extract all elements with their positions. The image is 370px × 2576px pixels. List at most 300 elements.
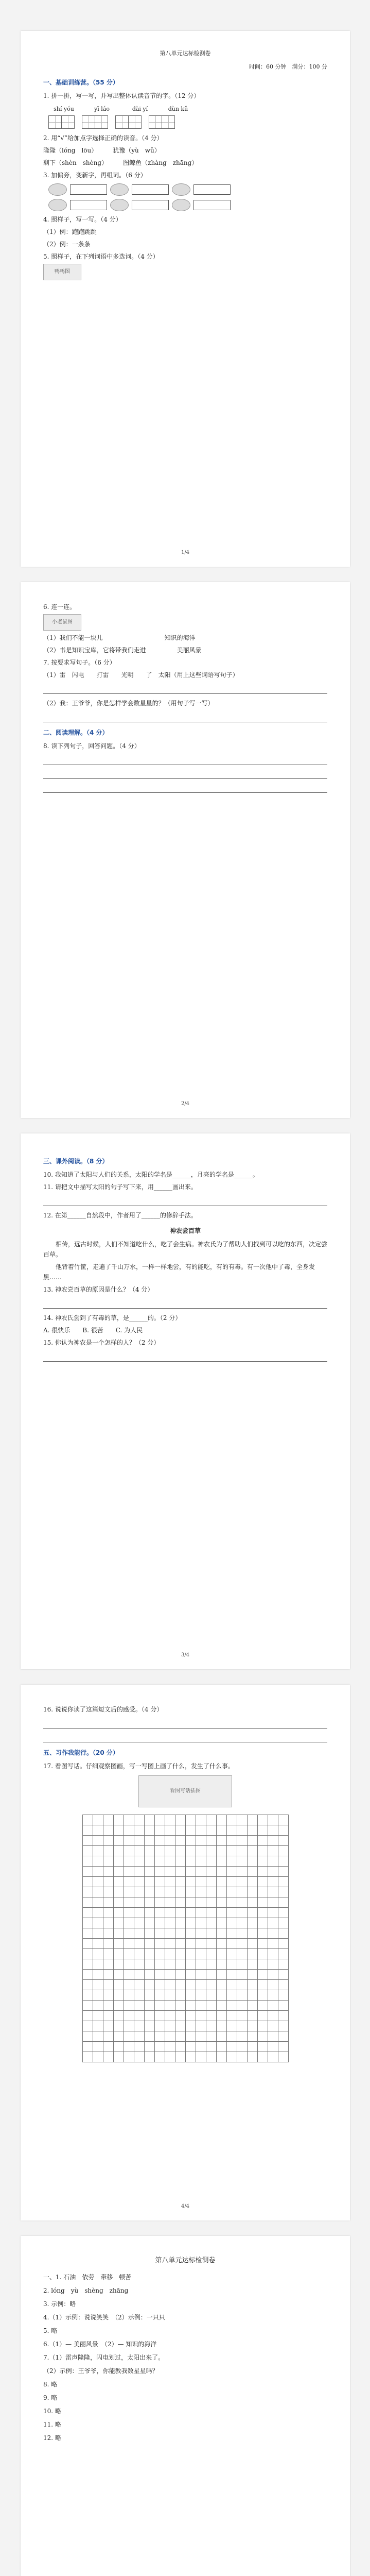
question: 7. 按要求写句子。（6 分）	[43, 659, 116, 666]
grid-cell	[145, 1897, 155, 1908]
section-heading: 一、基础训练营。（55 分）	[43, 79, 119, 86]
grid-cell	[165, 1990, 175, 2001]
grid-cell	[124, 2031, 134, 2042]
grid-cell	[93, 1939, 103, 1949]
grid-cell	[196, 1867, 206, 1877]
grid-cell	[93, 2021, 103, 2031]
grid-cell	[103, 2052, 114, 2062]
grid-cell	[124, 2001, 134, 2011]
grid-cell	[134, 1990, 145, 2001]
grid-cell	[268, 1959, 278, 1970]
grid-cell	[196, 1825, 206, 1836]
grid-cell	[114, 2001, 124, 2011]
grid-cell	[196, 1939, 206, 1949]
grid-cell	[227, 1856, 237, 1867]
grid-cell	[93, 1897, 103, 1908]
grid-cell	[134, 1959, 145, 1970]
grid-cell	[248, 1928, 258, 1939]
grid-cell	[103, 2001, 114, 2011]
question: 8. 读下列句子，回答问题。（4 分）	[43, 742, 140, 750]
grid-cell	[268, 1846, 278, 1856]
grid-cell	[186, 1846, 196, 1856]
grid-cell	[196, 1970, 206, 1980]
grid-cell	[227, 2042, 237, 2052]
grid-cell	[175, 1970, 186, 1980]
grid-cell	[83, 2011, 93, 2021]
grid-cell	[155, 1877, 165, 1887]
grid-cell	[186, 1856, 196, 1867]
grid-cell	[248, 2021, 258, 2031]
grid-cell	[278, 1867, 289, 1877]
answer-line[interactable]	[43, 755, 327, 765]
composition-cells	[83, 1815, 289, 2062]
grid-cell	[134, 1897, 145, 1908]
grid-cell	[175, 1990, 186, 2001]
answer-box[interactable]	[132, 200, 169, 210]
grid-cell	[206, 1918, 217, 1928]
grid-cell	[155, 1825, 165, 1836]
grid-cell	[248, 1836, 258, 1846]
grid-cell	[155, 1990, 165, 2001]
grid-cell	[165, 1877, 175, 1887]
apple-icon	[110, 183, 129, 196]
grid-cell	[258, 1959, 268, 1970]
grid-cell	[155, 1867, 165, 1877]
grid-cell	[155, 1836, 165, 1846]
grid-cell	[217, 2001, 227, 2011]
question: 13. 神农尝百草的原因是什么？（4 分）	[43, 1286, 154, 1293]
composition-grid[interactable]	[82, 1815, 289, 2062]
grid-cell	[103, 1939, 114, 1949]
question: 4. 照样子，写一写。（4 分）	[43, 216, 122, 223]
grid-cell	[196, 2001, 206, 2011]
grid-cell	[186, 1970, 196, 1980]
grid-cell	[145, 2021, 155, 2031]
grid-cell	[248, 1990, 258, 2001]
grid-cell	[165, 2042, 175, 2052]
grid-cell	[217, 2031, 227, 2042]
answer-box[interactable]	[70, 184, 107, 195]
grid-cell	[165, 1846, 175, 1856]
grid-cell	[186, 1867, 196, 1877]
grid-cell	[155, 1887, 165, 1897]
grid-cell	[165, 1887, 175, 1897]
grid-cell	[237, 1836, 248, 1846]
grid-cell	[268, 1836, 278, 1846]
grid-cell	[165, 1867, 175, 1877]
grid-cell	[258, 1990, 268, 2001]
grid-cell	[268, 2052, 278, 2062]
answer-line[interactable]	[43, 1719, 327, 1728]
grid-cell	[278, 1970, 289, 1980]
grid-cell	[155, 2021, 165, 2031]
grid-cell	[93, 2011, 103, 2021]
grid-cell	[186, 2031, 196, 2042]
grid-cell	[278, 1939, 289, 1949]
grid-cell	[268, 2021, 278, 2031]
grid-cell	[114, 1815, 124, 1825]
grid-cell	[175, 2011, 186, 2021]
answer-line[interactable]	[43, 769, 327, 779]
grid-cell	[134, 2031, 145, 2042]
grid-cell	[278, 1897, 289, 1908]
grid-cell	[268, 1949, 278, 1959]
tian-grid	[149, 115, 175, 129]
grid-cell	[155, 1949, 165, 1959]
grid-cell	[206, 1836, 217, 1846]
grid-cell	[258, 1887, 268, 1897]
grid-cell	[83, 1949, 93, 1959]
grid-cell	[186, 1939, 196, 1949]
grid-cell	[165, 1939, 175, 1949]
image-row	[43, 264, 327, 280]
grid-cell	[83, 1846, 93, 1856]
grid-cell	[103, 2011, 114, 2021]
answer-line-text: 2. lóng yù shènɡ zhāng	[43, 2287, 129, 2294]
question-option: （1）我们不能一块儿 知识的海洋	[43, 634, 196, 641]
grid-cell	[114, 1918, 124, 1928]
grid-cell	[165, 2001, 175, 2011]
grid-cell	[258, 1897, 268, 1908]
grid-cell	[217, 1918, 227, 1928]
grid-cell	[114, 2052, 124, 2062]
grid-cell	[145, 2052, 155, 2062]
grid-cell	[278, 1856, 289, 1867]
grid-cell	[196, 1908, 206, 1918]
grid-cell	[175, 1897, 186, 1908]
grid-cell	[103, 1990, 114, 2001]
grid-cell	[268, 1877, 278, 1887]
grid-cell	[196, 1918, 206, 1928]
grid-cell	[237, 2052, 248, 2062]
grid-cell	[93, 1908, 103, 1918]
grid-cell	[278, 1949, 289, 1959]
answer-line[interactable]	[43, 713, 327, 722]
grid-cell	[217, 1959, 227, 1970]
answer-line[interactable]	[43, 783, 327, 793]
grid-cell	[217, 1846, 227, 1856]
grid-cell	[93, 1815, 103, 1825]
grid-cell	[217, 2021, 227, 2031]
grid-cell	[114, 1897, 124, 1908]
grid-cell	[134, 2042, 145, 2052]
grid-cell	[186, 1980, 196, 1990]
grid-cell	[155, 1897, 165, 1908]
grid-cell	[206, 1949, 217, 1959]
grid-cell	[175, 1867, 186, 1877]
grid-cell	[237, 1928, 248, 1939]
grid-cell	[237, 1959, 248, 1970]
grid-cell	[103, 1980, 114, 1990]
grid-cell	[248, 1918, 258, 1928]
grid-cell	[227, 2021, 237, 2031]
exam-page-3	[21, 1133, 350, 1669]
grid-cell	[206, 1939, 217, 1949]
page-number: 4/4	[181, 2204, 190, 2209]
grid-cell	[186, 1959, 196, 1970]
grid-cell	[227, 1939, 237, 1949]
mouse-illustration: 小老鼠图	[43, 614, 81, 631]
grid-cell	[196, 1949, 206, 1959]
grid-cell	[103, 2031, 114, 2042]
grid-cell	[258, 1877, 268, 1887]
grid-cell	[134, 1867, 145, 1877]
grid-cell	[206, 1897, 217, 1908]
grid-cell	[134, 1815, 145, 1825]
answer-line[interactable]	[43, 1352, 327, 1362]
grid-cell	[93, 1846, 103, 1856]
apple-icon	[172, 183, 190, 196]
question-option: （2）书是知识宝库，它将带我们走进 美丽风景	[43, 647, 202, 654]
grid-cell	[258, 2021, 268, 2031]
answer-line[interactable]	[43, 684, 327, 694]
grid-cell	[278, 2031, 289, 2042]
grid-cell	[114, 1908, 124, 1918]
question: 11. 请把文中描写太阳的句子写下来，用______画出来。	[43, 1183, 197, 1191]
grid-cell	[278, 2042, 289, 2052]
grid-cell	[278, 1836, 289, 1846]
grid-cell	[103, 1846, 114, 1856]
answer-line[interactable]	[43, 1733, 327, 1742]
grid-cell	[114, 1949, 124, 1959]
writing-grid-row	[48, 115, 327, 129]
grid-cell	[145, 1887, 155, 1897]
grid-cell	[248, 1846, 258, 1856]
grid-cell	[278, 1918, 289, 1928]
grid-cell	[258, 1825, 268, 1836]
grid-cell	[83, 1939, 93, 1949]
grid-cell	[165, 1928, 175, 1939]
grid-cell	[114, 2011, 124, 2021]
question-option: （1）雷 闪电 打雷 光明 了 太阳（用上这些词语写句子）	[43, 671, 239, 679]
grid-cell	[278, 1980, 289, 1990]
grid-cell	[124, 1970, 134, 1980]
grid-cell	[186, 2001, 196, 2011]
grid-cell	[83, 2031, 93, 2042]
answer-box[interactable]	[193, 184, 231, 195]
grid-cell	[227, 1897, 237, 1908]
grid-cell	[237, 1970, 248, 1980]
grid-cell	[175, 2042, 186, 2052]
grid-cell	[134, 1856, 145, 1867]
grid-cell	[258, 2031, 268, 2042]
grid-cell	[124, 2052, 134, 2062]
tian-grid	[82, 115, 108, 129]
grid-cell	[217, 1836, 227, 1846]
grid-cell	[155, 1918, 165, 1928]
answer-box[interactable]	[132, 184, 169, 195]
grid-cell	[206, 1990, 217, 2001]
grid-cell	[124, 1908, 134, 1918]
grid-cell	[165, 1856, 175, 1867]
grid-cell	[248, 1949, 258, 1959]
grid-cell	[175, 2031, 186, 2042]
grid-cell	[83, 1990, 93, 2001]
grid-cell	[145, 1970, 155, 1980]
grid-cell	[145, 2001, 155, 2011]
grid-cell	[258, 1949, 268, 1959]
grid-cell	[268, 1980, 278, 1990]
grid-cell	[278, 2021, 289, 2031]
grid-cell	[145, 2031, 155, 2042]
grid-cell	[83, 1815, 93, 1825]
grid-cell	[175, 1949, 186, 1959]
grid-cell	[134, 1836, 145, 1846]
grid-cell	[145, 1836, 155, 1846]
grid-cell	[124, 2011, 134, 2021]
grid-cell	[83, 2042, 93, 2052]
grid-cell	[155, 2052, 165, 2062]
grid-cell	[175, 2001, 186, 2011]
grid-cell	[186, 2052, 196, 2062]
grid-cell	[134, 2001, 145, 2011]
grid-cell	[103, 1918, 114, 1928]
question-option: （1）例：跑跑跳跳	[43, 228, 233, 235]
grid-cell	[278, 1928, 289, 1939]
grid-cell	[114, 1970, 124, 1980]
grid-cell	[165, 1815, 175, 1825]
pinyin: shí yóu	[54, 106, 74, 112]
grid-cell	[206, 2042, 217, 2052]
answer-box[interactable]	[193, 200, 231, 210]
grid-cell	[248, 1867, 258, 1877]
answer-line-text: （2）示例：王爷爷，你能教我数星星吗？	[43, 2367, 158, 2375]
grid-cell	[196, 1877, 206, 1887]
grid-cell	[227, 1908, 237, 1918]
grid-cell	[134, 1877, 145, 1887]
grid-cell	[83, 1877, 93, 1887]
grid-cell	[206, 1825, 217, 1836]
grid-cell	[124, 1939, 134, 1949]
grid-cell	[103, 1959, 114, 1970]
grid-cell	[217, 1877, 227, 1887]
grid-cell	[93, 1990, 103, 2001]
apple-icon	[172, 199, 190, 211]
grid-cell	[206, 1846, 217, 1856]
grid-cell	[124, 1836, 134, 1846]
question: 5. 照样子，在下列词语中多选词。（4 分）	[43, 253, 159, 260]
grid-cell	[268, 2001, 278, 2011]
grid-cell	[206, 2011, 217, 2021]
grid-cell	[237, 2031, 248, 2042]
question-option: A. 很快乐 B. 很苦 C. 为人民	[43, 1327, 143, 1334]
grid-cell	[237, 1815, 248, 1825]
exam-page-1	[21, 31, 350, 567]
answer-line-text: 5. 略	[43, 2327, 58, 2334]
grid-cell	[134, 2011, 145, 2021]
grid-cell	[248, 2011, 258, 2021]
grid-cell	[145, 1846, 155, 1856]
grid-cell	[114, 2042, 124, 2052]
grid-cell	[196, 1980, 206, 1990]
grid-cell	[124, 1949, 134, 1959]
grid-cell	[83, 2052, 93, 2062]
grid-cell	[83, 2021, 93, 2031]
grid-cell	[227, 1928, 237, 1939]
grid-cell	[268, 1856, 278, 1867]
pinyin-row	[48, 104, 327, 114]
grid-cell	[248, 1897, 258, 1908]
grid-cell	[206, 1877, 217, 1887]
grid-cell	[124, 1856, 134, 1867]
grid-cell	[268, 1928, 278, 1939]
grid-cell	[248, 2031, 258, 2042]
grid-cell	[93, 1877, 103, 1887]
grid-cell	[155, 1815, 165, 1825]
grid-cell	[165, 1825, 175, 1836]
grid-cell	[248, 1939, 258, 1949]
grid-cell	[217, 1970, 227, 1980]
grid-cell	[227, 1887, 237, 1897]
answer-box[interactable]	[70, 200, 107, 210]
answer-title: 第八单元达标检测卷	[155, 2257, 216, 2264]
grid-cell	[217, 1908, 227, 1918]
grid-cell	[227, 1846, 237, 1856]
question-option: 剩下（shèn shènɡ） 图鲸鱼（zhànɡ zhānɡ）	[43, 159, 198, 166]
answer-line[interactable]	[43, 1196, 327, 1206]
question: 15. 你认为神农是一个怎样的人？（2 分）	[43, 1339, 160, 1346]
grid-cell	[145, 1990, 155, 2001]
grid-cell	[165, 1908, 175, 1918]
grid-cell	[258, 1867, 268, 1877]
image-row	[43, 614, 327, 631]
grid-cell	[93, 1887, 103, 1897]
question: 2. 用“√”给加点字选择正确的读音。（4 分）	[43, 134, 163, 142]
grid-cell	[165, 1970, 175, 1980]
grid-cell	[237, 1825, 248, 1836]
grid-cell	[103, 1897, 114, 1908]
grid-cell	[248, 1877, 258, 1887]
grid-cell	[155, 2011, 165, 2021]
grid-cell	[196, 2031, 206, 2042]
grid-cell	[165, 2021, 175, 2031]
answer-line[interactable]	[43, 1299, 327, 1309]
apple-row	[48, 199, 327, 211]
grid-cell	[206, 1959, 217, 1970]
grid-cell	[206, 1970, 217, 1980]
grid-cell	[196, 1846, 206, 1856]
grid-cell	[227, 1949, 237, 1959]
grid-cell	[248, 2042, 258, 2052]
grid-cell	[227, 2031, 237, 2042]
grid-cell	[145, 1949, 155, 1959]
grid-cell	[145, 1815, 155, 1825]
grid-cell	[258, 1918, 268, 1928]
grid-cell	[227, 1836, 237, 1846]
grid-cell	[217, 1867, 227, 1877]
grid-cell	[258, 1970, 268, 1980]
grid-cell	[227, 2052, 237, 2062]
grid-cell	[268, 1887, 278, 1897]
grid-cell	[258, 1836, 268, 1846]
grid-cell	[217, 2052, 227, 2062]
grid-cell	[196, 1815, 206, 1825]
grid-cell	[103, 1908, 114, 1918]
grid-cell	[165, 1980, 175, 1990]
grid-cell	[155, 1980, 165, 1990]
grid-cell	[175, 1928, 186, 1939]
grid-cell	[206, 2052, 217, 2062]
answer-line-text: 10. 略	[43, 2408, 61, 2415]
grid-cell	[278, 1846, 289, 1856]
grid-cell	[217, 1887, 227, 1897]
grid-cell	[134, 2021, 145, 2031]
grid-cell	[258, 2011, 268, 2021]
grid-cell	[186, 1825, 196, 1836]
grid-cell	[186, 1877, 196, 1887]
grid-cell	[114, 1980, 124, 1990]
grid-cell	[196, 1856, 206, 1867]
